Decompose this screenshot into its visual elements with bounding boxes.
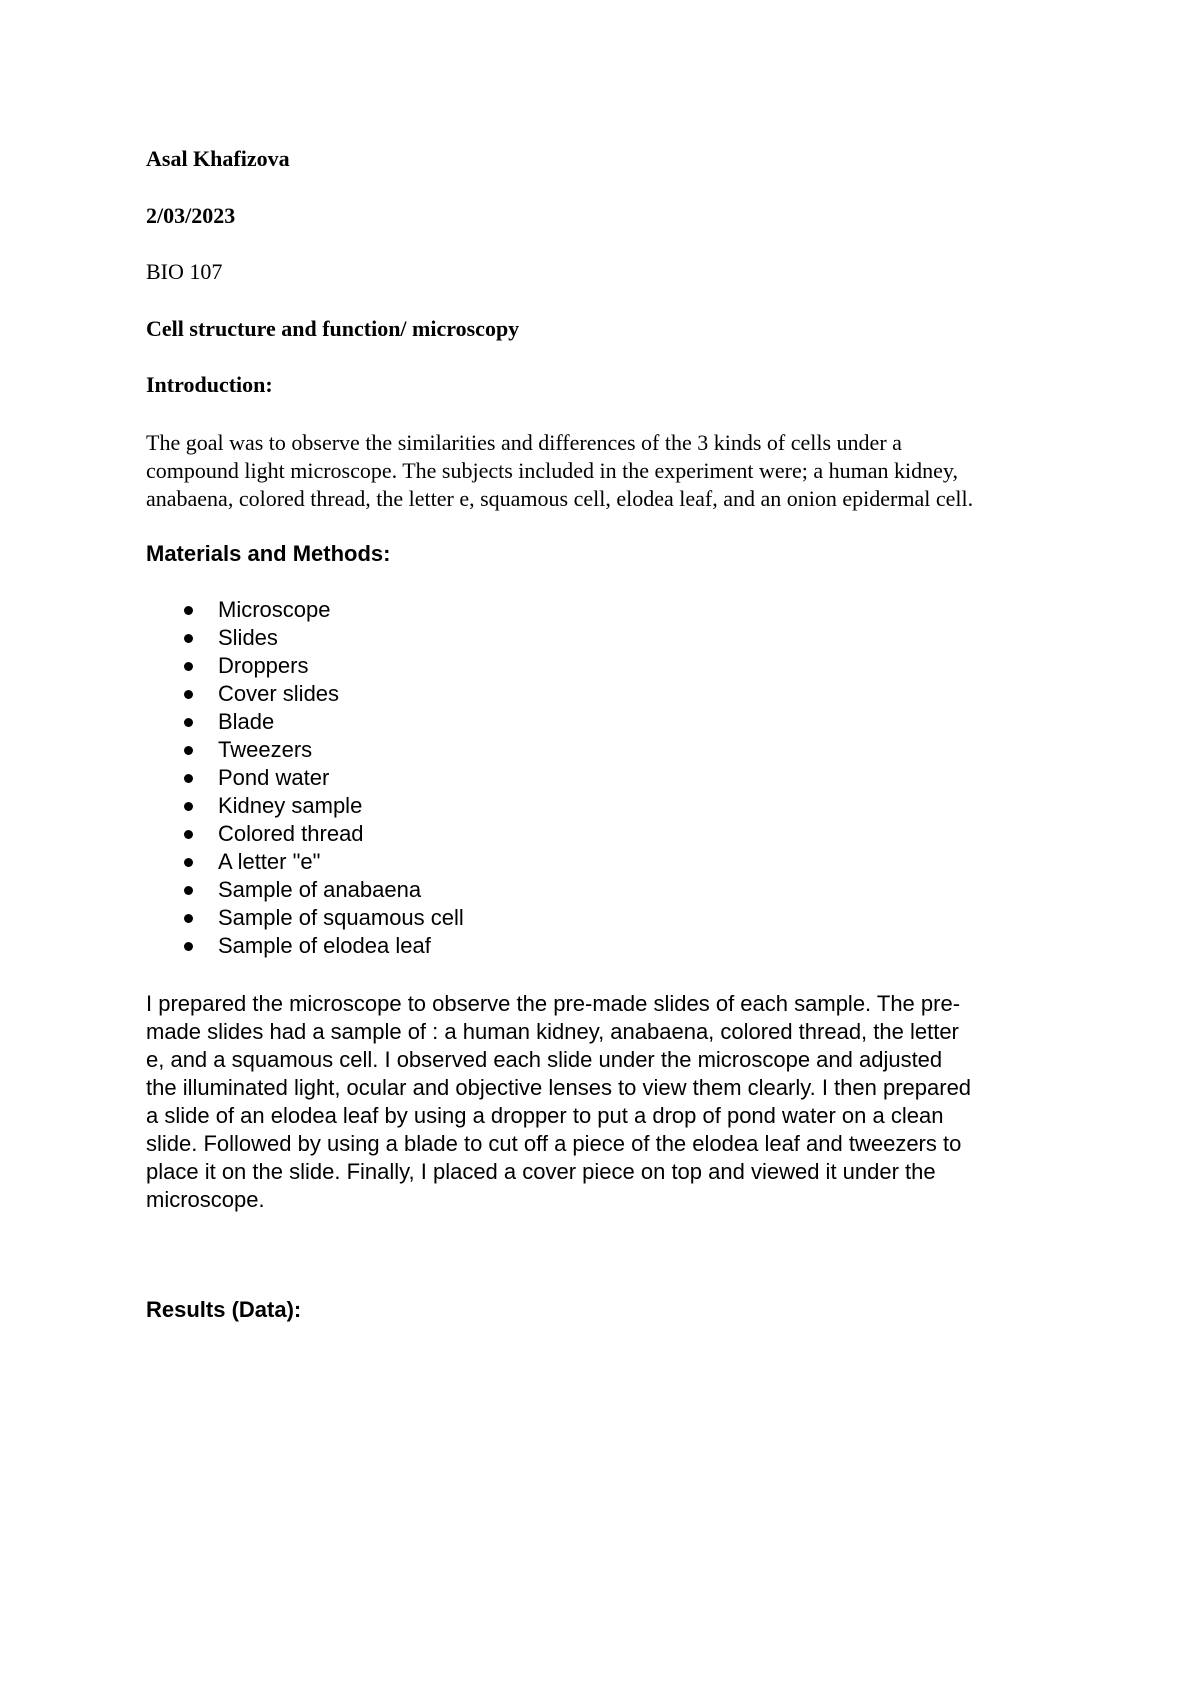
procedure-line: place it on the slide. Finally, I placed a cover piece on top and viewed it under the (146, 1159, 936, 1184)
procedure-line: a slide of an elodea leaf by using a dropper to put a drop of pond water on a clean (146, 1103, 944, 1128)
list-item (146, 680, 464, 708)
material-label: Kidney sample (218, 793, 363, 818)
list-item (146, 932, 464, 960)
introduction-line: compound light microscope. The subjects included in the experiment were; a human kidney, (146, 458, 958, 483)
bullet-icon (184, 774, 193, 783)
materials-list (146, 596, 464, 960)
bullet-icon (184, 802, 193, 811)
introduction-heading: Introduction: (146, 372, 273, 397)
report-title: Cell structure and function/ microscopy (146, 316, 520, 341)
bullet-icon (184, 718, 193, 727)
material-label: A letter "e" (218, 849, 321, 874)
bullet-icon (184, 914, 193, 923)
list-item (146, 596, 464, 624)
list-item (146, 764, 464, 792)
list-item (146, 652, 464, 680)
list-item (146, 904, 464, 932)
bullet-icon (184, 746, 193, 755)
bullet-icon (184, 662, 193, 671)
author-name: Asal Khafizova (146, 146, 290, 171)
procedure-paragraph (146, 990, 1086, 1214)
bullet-icon (184, 886, 193, 895)
list-item (146, 820, 464, 848)
procedure-line: e, and a squamous cell. I observed each slide under the microscope and adjusted (146, 1047, 943, 1072)
material-label: Cover slides (218, 681, 340, 706)
procedure-line: the illuminated light, ocular and objective lenses to view them clearly. I then prepared (146, 1075, 972, 1100)
list-item (146, 708, 464, 736)
materials-methods-heading: Materials and Methods: (146, 541, 391, 566)
list-item (146, 876, 464, 904)
bullet-icon (184, 858, 193, 867)
list-item (146, 736, 464, 764)
bullet-icon (184, 830, 193, 839)
procedure-line: I prepared the microscope to observe the pre-made slides of each sample. The pre- (146, 991, 961, 1016)
material-label: Sample of anabaena (218, 877, 422, 902)
results-heading: Results (Data): (146, 1297, 302, 1322)
procedure-line: made slides had a sample of : a human kidney, anabaena, colored thread, the letter (146, 1019, 959, 1044)
list-item (146, 848, 464, 876)
introduction-line: anabaena, colored thread, the letter e, squamous cell, elodea leaf, and an onion epidermal cell. (146, 486, 974, 511)
material-label: Blade (218, 709, 275, 734)
material-label: Colored thread (218, 821, 364, 846)
list-item (146, 792, 464, 820)
bullet-icon (184, 606, 193, 615)
material-label: Sample of squamous cell (218, 905, 464, 930)
bullet-icon (184, 634, 193, 643)
introduction-line: The goal was to observe the similarities and differences of the 3 kinds of cells under a (146, 430, 902, 455)
material-label: Tweezers (218, 737, 313, 762)
course-code: BIO 107 (146, 259, 223, 284)
material-label: Pond water (218, 765, 330, 790)
report-date: 2/03/2023 (146, 203, 236, 228)
bullet-icon (184, 690, 193, 699)
procedure-line: slide. Followed by using a blade to cut off a piece of the elodea leaf and tweezers to (146, 1131, 962, 1156)
material-label: Slides (218, 625, 278, 650)
list-item (146, 624, 464, 652)
material-label: Sample of elodea leaf (218, 933, 431, 958)
material-label: Microscope (218, 597, 331, 622)
material-label: Droppers (218, 653, 309, 678)
bullet-icon (184, 942, 193, 951)
introduction-paragraph (146, 429, 1076, 513)
procedure-line: microscope. (146, 1187, 265, 1212)
